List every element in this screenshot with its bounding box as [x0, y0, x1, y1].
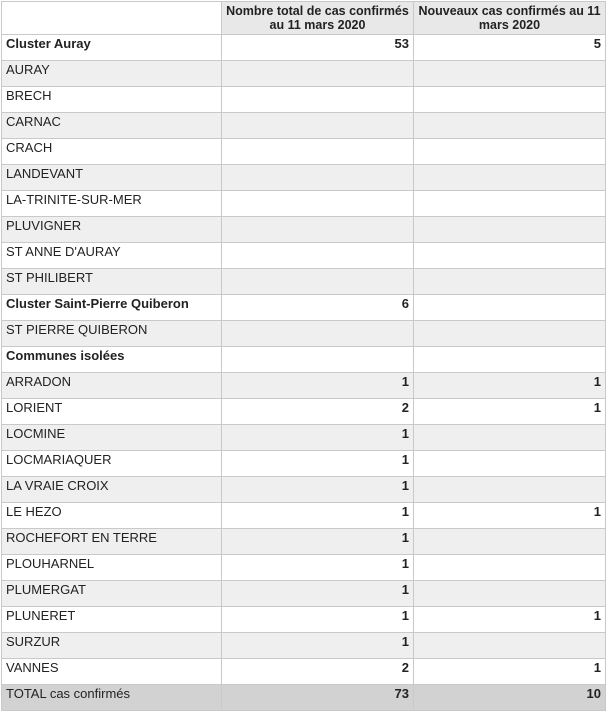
row-new-cell: [414, 633, 606, 659]
header-total-cases: Nombre total de cas confirmés au 11 mars 2020: [222, 2, 414, 35]
row-name-cell: ARRADON: [2, 373, 222, 399]
row-name-cell: PLUVIGNER: [2, 217, 222, 243]
row-total-cell: 1: [222, 555, 414, 581]
row-total-cell: 1: [222, 477, 414, 503]
table-row: [2, 503, 606, 529]
row-new-cell: [414, 165, 606, 191]
row-total-cell: 1: [222, 529, 414, 555]
table-row: [2, 347, 606, 373]
row-name-cell: VANNES: [2, 659, 222, 685]
cases-table: [1, 1, 606, 711]
row-new-cell: [414, 61, 606, 87]
row-new-cell: [414, 139, 606, 165]
total-name-cell: TOTAL cas confirmés: [2, 685, 222, 711]
row-new-cell: [414, 87, 606, 113]
row-total-cell: [222, 139, 414, 165]
row-total-cell: 2: [222, 659, 414, 685]
table-row: [2, 113, 606, 139]
row-new-cell: [414, 477, 606, 503]
row-total-cell: 1: [222, 607, 414, 633]
table-row: [2, 139, 606, 165]
table-row: [2, 165, 606, 191]
row-total-cell: 1: [222, 633, 414, 659]
table-row: [2, 555, 606, 581]
row-new-cell: [414, 243, 606, 269]
row-total-cell: [222, 347, 414, 373]
table-row: [2, 607, 606, 633]
row-total-cell: [222, 165, 414, 191]
row-total-cell: 1: [222, 451, 414, 477]
table-row: [2, 269, 606, 295]
row-total-cell: 6: [222, 295, 414, 321]
row-new-cell: 1: [414, 659, 606, 685]
table-row: [2, 191, 606, 217]
row-name-cell: LOCMARIAQUER: [2, 451, 222, 477]
row-total-cell: 2: [222, 399, 414, 425]
row-new-cell: [414, 451, 606, 477]
header-new-cases: Nouveaux cas confirmés au 11 mars 2020: [414, 2, 606, 35]
row-name-cell: LANDEVANT: [2, 165, 222, 191]
header-row: [2, 2, 606, 35]
row-name-cell: AURAY: [2, 61, 222, 87]
row-new-cell: 1: [414, 607, 606, 633]
table-row: [2, 477, 606, 503]
row-total-cell: 53: [222, 35, 414, 61]
total-row: [2, 685, 606, 711]
row-new-cell: 1: [414, 373, 606, 399]
row-total-cell: [222, 87, 414, 113]
row-name-cell: SURZUR: [2, 633, 222, 659]
row-name-cell: LOCMINE: [2, 425, 222, 451]
row-total-cell: 1: [222, 581, 414, 607]
header-blank-cell: [2, 2, 222, 35]
row-name-cell: ST PHILIBERT: [2, 269, 222, 295]
row-new-cell: [414, 191, 606, 217]
row-name-cell: PLUNERET: [2, 607, 222, 633]
row-name-cell: LORIENT: [2, 399, 222, 425]
row-name-cell: Cluster Saint-Pierre Quiberon: [2, 295, 222, 321]
row-name-cell: Cluster Auray: [2, 35, 222, 61]
row-new-cell: [414, 113, 606, 139]
row-new-cell: [414, 555, 606, 581]
table-row: [2, 633, 606, 659]
row-name-cell: PLOUHARNEL: [2, 555, 222, 581]
row-name-cell: Communes isolées: [2, 347, 222, 373]
row-total-cell: [222, 61, 414, 87]
table-row: [2, 581, 606, 607]
row-total-cell: [222, 191, 414, 217]
table-row: [2, 399, 606, 425]
row-total-cell: 1: [222, 373, 414, 399]
row-new-cell: [414, 347, 606, 373]
row-name-cell: CARNAC: [2, 113, 222, 139]
row-new-cell: 1: [414, 399, 606, 425]
table-row: [2, 321, 606, 347]
row-new-cell: 5: [414, 35, 606, 61]
table-row: [2, 425, 606, 451]
table-row: [2, 61, 606, 87]
table-row: [2, 243, 606, 269]
row-name-cell: LA-TRINITE-SUR-MER: [2, 191, 222, 217]
row-name-cell: LA VRAIE CROIX: [2, 477, 222, 503]
table-row: [2, 451, 606, 477]
row-name-cell: ROCHEFORT EN TERRE: [2, 529, 222, 555]
row-new-cell: [414, 269, 606, 295]
row-new-cell: [414, 217, 606, 243]
row-total-cell: [222, 321, 414, 347]
row-total-cell: 1: [222, 425, 414, 451]
table-body: [2, 35, 606, 711]
row-name-cell: CRACH: [2, 139, 222, 165]
table-row: [2, 373, 606, 399]
row-name-cell: BRECH: [2, 87, 222, 113]
row-name-cell: PLUMERGAT: [2, 581, 222, 607]
row-total-cell: [222, 113, 414, 139]
row-new-cell: [414, 321, 606, 347]
row-total-cell: [222, 269, 414, 295]
table-row: [2, 35, 606, 61]
table-row: [2, 295, 606, 321]
table-row: [2, 217, 606, 243]
row-new-cell: [414, 581, 606, 607]
row-new-cell: 1: [414, 503, 606, 529]
table-row: [2, 659, 606, 685]
row-name-cell: LE HEZO: [2, 503, 222, 529]
row-new-cell: [414, 529, 606, 555]
row-new-cell: [414, 425, 606, 451]
row-name-cell: ST ANNE D'AURAY: [2, 243, 222, 269]
table-row: [2, 87, 606, 113]
row-name-cell: ST PIERRE QUIBERON: [2, 321, 222, 347]
table-row: [2, 529, 606, 555]
row-total-cell: [222, 243, 414, 269]
total-total-cell: 73: [222, 685, 414, 711]
row-total-cell: [222, 217, 414, 243]
row-new-cell: [414, 295, 606, 321]
total-new-cell: 10: [414, 685, 606, 711]
row-total-cell: 1: [222, 503, 414, 529]
